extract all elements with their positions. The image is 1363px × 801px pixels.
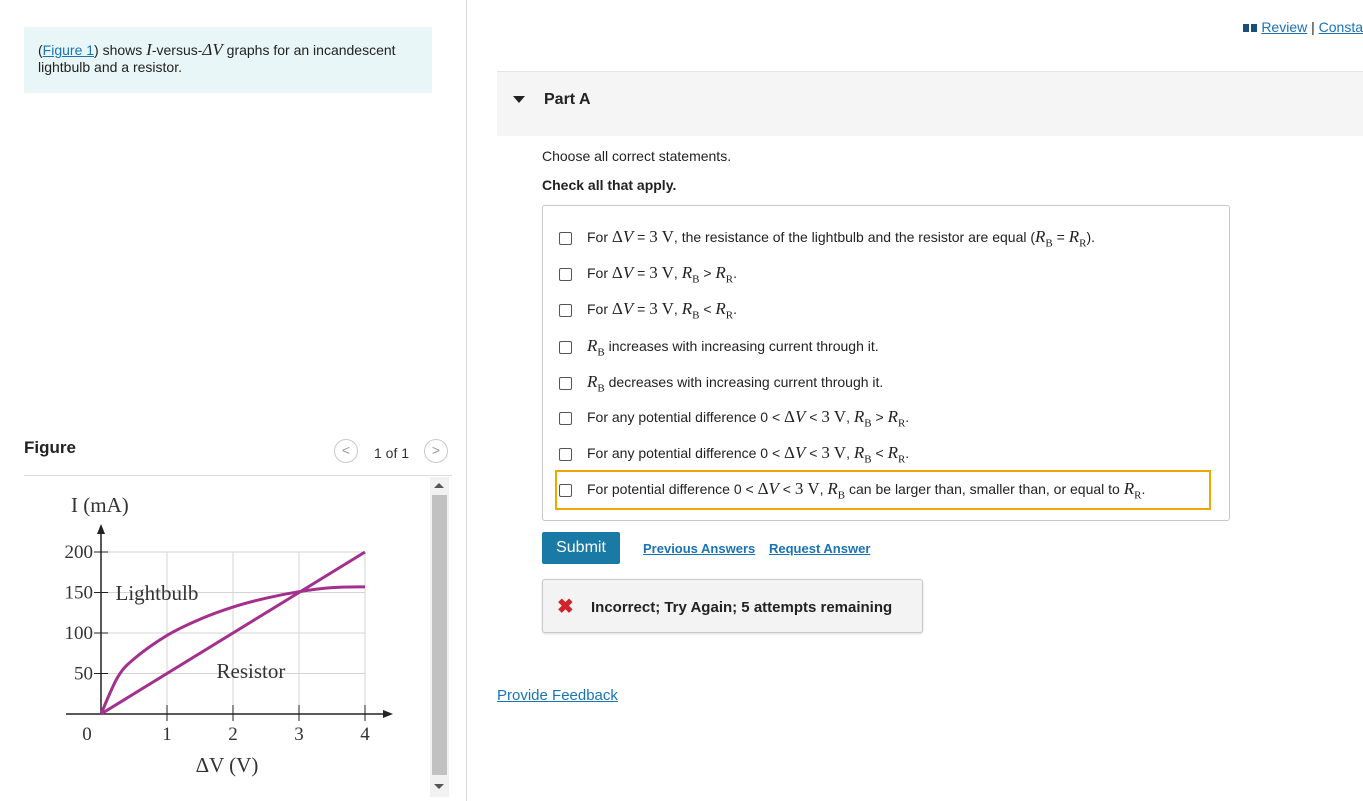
option-7[interactable] xyxy=(555,439,1211,469)
option-3[interactable] xyxy=(555,295,1211,325)
y-axis-arrow-icon xyxy=(97,524,105,534)
option-label: $R_B$ increases with increasing current through it. xyxy=(587,335,879,359)
option-4[interactable] xyxy=(555,332,1211,362)
top-links xyxy=(1243,19,1363,36)
feedback-message: Incorrect; Try Again; 5 attempts remaining xyxy=(591,599,893,616)
x-tick-label: 4 xyxy=(360,724,370,745)
incorrect-x-icon: ✖ xyxy=(557,596,574,618)
question-instruction: Check all that apply. xyxy=(542,177,677,193)
provide-feedback-link[interactable]: Provide Feedback xyxy=(497,687,618,704)
figure-title: Figure xyxy=(24,438,76,457)
option-8[interactable] xyxy=(555,470,1211,510)
option-label: For any potential difference 0 < ΔV < 3 V, $R_B < R_R$. xyxy=(587,442,910,466)
y-tick-label: 150 xyxy=(64,582,93,604)
option-label: For ΔV = 3 V, $R_B < R_R$. xyxy=(587,298,738,322)
x-tick-label: 2 xyxy=(228,724,238,745)
checkbox[interactable] xyxy=(559,448,572,461)
intro-box: (Figure 1) shows I-versus-ΔV graphs for an incandescent lightbulb and a resistor. xyxy=(24,27,432,93)
option-6[interactable] xyxy=(555,403,1211,433)
x-axis-label: ΔV (V) xyxy=(195,753,259,777)
review-link[interactable]: Review xyxy=(1261,19,1308,35)
request-answer-link[interactable]: Request Answer xyxy=(769,541,871,556)
answer-options xyxy=(542,205,1230,521)
constants-link[interactable]: Consta xyxy=(1318,19,1363,35)
y-tick-label: 100 xyxy=(64,623,93,644)
part-title: Part A xyxy=(544,91,591,108)
option-2[interactable] xyxy=(555,259,1211,289)
option-5[interactable] xyxy=(555,368,1211,398)
option-label: $R_B$ decreases with increasing current through it. xyxy=(587,371,884,395)
scroll-up-arrow-icon[interactable] xyxy=(434,483,444,488)
question-prompt: Choose all correct statements. xyxy=(542,148,732,164)
option-1[interactable] xyxy=(555,223,1211,253)
scroll-thumb[interactable] xyxy=(432,495,447,775)
intro-var-i: I xyxy=(146,40,152,59)
checkbox[interactable] xyxy=(559,232,572,245)
y-tick-label: 50 xyxy=(74,663,93,685)
figure-scrollbar[interactable] xyxy=(430,477,449,797)
option-label: For ΔV = 3 V, the resistance of the lightbulb and the resistor are equal $(R_B = R_R)$. xyxy=(587,226,1096,250)
iv-graph xyxy=(40,480,420,790)
x-tick-label: 0 xyxy=(82,724,92,745)
top-separator: | xyxy=(1307,19,1319,35)
submit-button[interactable]: Submit xyxy=(542,532,620,564)
option-label: For potential difference 0 < ΔV < 3 V, $R_B$ can be larger than, smaller than, or equal to $R_R$. xyxy=(587,478,1146,502)
prev-figure-button[interactable]: < xyxy=(334,439,358,463)
graph-axes xyxy=(66,524,393,718)
intro-var-dv: ΔV xyxy=(202,40,223,59)
next-figure-button[interactable]: > xyxy=(424,439,448,463)
figure-link[interactable]: Figure 1 xyxy=(42,42,95,58)
lightbulb-label: Lightbulb xyxy=(115,581,199,606)
checkbox[interactable] xyxy=(559,341,572,354)
intro-shows: ) shows xyxy=(94,42,147,58)
part-a-header[interactable] xyxy=(497,71,1363,136)
scroll-down-arrow-icon[interactable] xyxy=(434,784,444,789)
checkbox[interactable] xyxy=(559,268,572,281)
graph-labels xyxy=(71,493,285,777)
x-axis-arrow-icon xyxy=(383,710,393,718)
intro-tail: graphs for an incandescent lightbulb and a resistor. xyxy=(38,42,396,75)
left-pane xyxy=(0,0,467,801)
intro-versus: -versus- xyxy=(151,42,203,58)
x-tick-label: 1 xyxy=(162,724,172,745)
option-label: For any potential difference 0 < ΔV < 3 V, $R_B > R_R$. xyxy=(587,406,910,430)
option-label: For ΔV = 3 V, $R_B > R_R$. xyxy=(587,262,738,286)
collapse-triangle-icon[interactable] xyxy=(513,96,525,103)
checkbox[interactable] xyxy=(559,377,572,390)
checkbox[interactable] xyxy=(559,412,572,425)
book-icon xyxy=(1243,20,1257,36)
checkbox[interactable] xyxy=(559,304,572,317)
resistor-label: Resistor xyxy=(216,659,286,684)
figure-header xyxy=(24,437,452,476)
figure-page-count: 1 of 1 xyxy=(374,445,410,461)
y-axis-label: I (mA) xyxy=(71,493,129,517)
checkbox[interactable] xyxy=(559,484,572,497)
x-tick-label: 3 xyxy=(294,724,304,745)
y-tick-label: 200 xyxy=(64,542,93,563)
feedback-box xyxy=(542,579,923,633)
previous-answers-link[interactable]: Previous Answers xyxy=(643,541,756,556)
